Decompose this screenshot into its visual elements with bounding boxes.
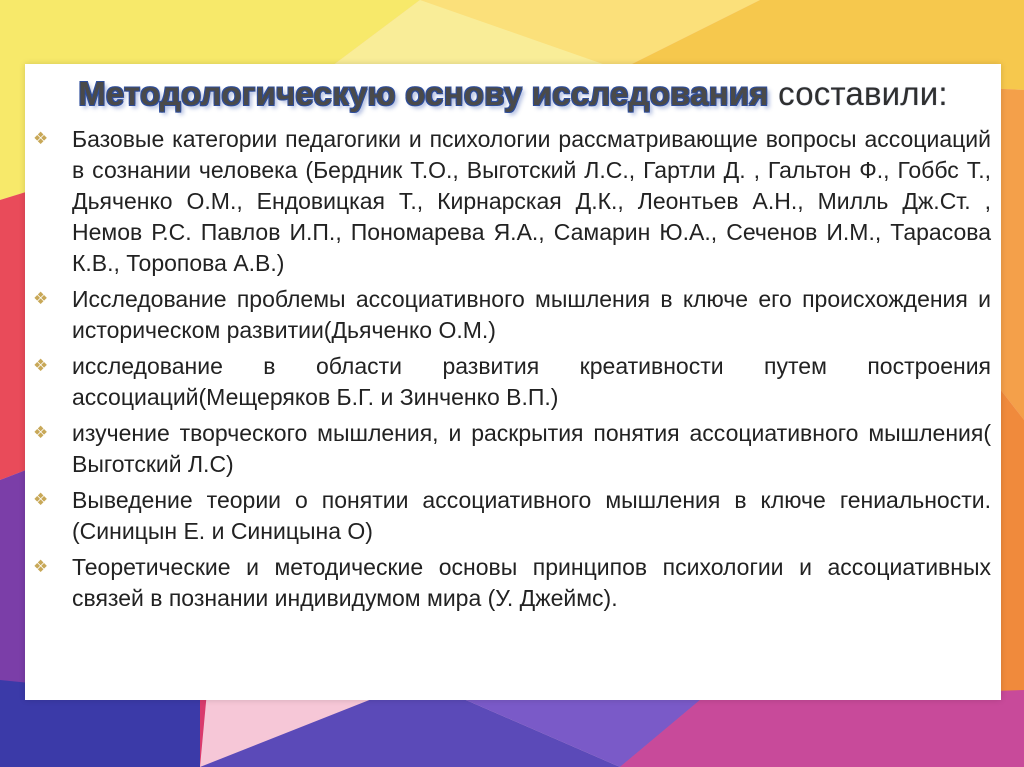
- diamond-bullet-icon: ❖: [33, 289, 49, 308]
- title-rest: составили:: [778, 75, 948, 112]
- diamond-bullet-icon: ❖: [33, 557, 49, 576]
- title-emphasis: Методологическую основу исследования: [78, 75, 769, 112]
- list-item: [25, 418, 1001, 480]
- list-item-text: Исследование проблемы ассоциативного мышления в ключе его происхождения и историческом развитии(Дьяченко О.М.): [72, 286, 991, 343]
- diamond-bullet-icon: ❖: [33, 490, 49, 509]
- list-item: [25, 284, 1001, 346]
- slide-title: [25, 74, 1001, 114]
- list-item-text: Теоретические и методические основы принципов психологии и ассоциативных связей в познании индивидумом мира (У. Джеймс).: [72, 554, 991, 611]
- diamond-bullet-icon: ❖: [33, 356, 49, 375]
- list-item: [25, 485, 1001, 547]
- list-item-text: изучение творческого мышления, и раскрытия понятия ассоциативного мышления( Выготский Л.С): [72, 420, 991, 477]
- diamond-bullet-icon: ❖: [33, 423, 49, 442]
- list-item-text: Базовые категории педагогики и психологии рассматривающие вопросы ассоциаций в сознании человека (Бердник Т.О., Выготский Л.С., Гартли Д. , Гальтон Ф., Гоббс Т., Дьяченко О.М., Ендовицкая Т., Кирнарская Д.К., Леонтьев А.Н., Милль Дж.Ст. , Немов Р.С. Павлов И.П., Пономарева Я.А., Самарин Ю.А., Сеченов И.М., Тарасова К.В., Торопова А.В.): [72, 126, 991, 276]
- list-item: [25, 552, 1001, 614]
- list-item-text: исследование в области развития креативности путем построения ассоциаций(Мещеряков Б.Г. и Зинченко В.П.): [72, 353, 991, 410]
- list-item: [25, 351, 1001, 413]
- bullet-list: [25, 124, 1001, 619]
- diamond-bullet-icon: ❖: [33, 129, 49, 148]
- list-item-text: Выведение теории о понятии ассоциативного мышления в ключе гениальности. (Синицын Е. и Синицына О): [72, 487, 991, 544]
- content-panel: [25, 64, 1001, 700]
- list-item: [25, 124, 1001, 279]
